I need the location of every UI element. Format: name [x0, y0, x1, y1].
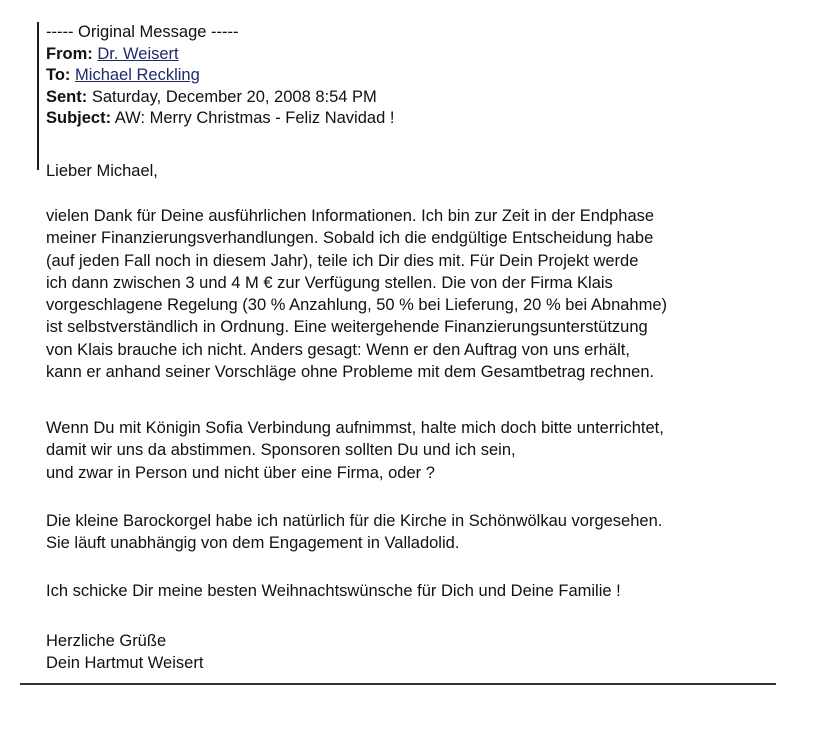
to-label: To:: [46, 66, 71, 84]
paragraph-3: [46, 510, 662, 555]
body-line: Die kleine Barockorgel habe ich natürlich für die Kirche in Schönwölkau vorgesehen.: [46, 512, 663, 530]
paragraph-4: [46, 580, 621, 602]
body-line: Wenn Du mit Königin Sofia Verbindung aufnimmst, halte mich doch bitte unterrichtet,: [46, 419, 664, 437]
greeting-block: [46, 160, 158, 182]
subject-line: [46, 108, 394, 130]
from-label: From:: [46, 44, 93, 63]
subject-label: Subject:: [46, 109, 112, 127]
to-line: [46, 65, 394, 87]
bottom-divider: [20, 683, 776, 685]
body-line: Ich schicke Dir meine besten Weihnachtswünsche für Dich und Deine Familie !: [46, 582, 621, 600]
body-line: Sie läuft unabhängig von dem Engagement in Valladolid.: [46, 534, 460, 553]
paragraph-2: [46, 417, 664, 484]
to-recipient-link[interactable]: Michael Reckling: [75, 66, 200, 84]
subject-value: AW: Merry Christmas - Feliz Navidad !: [114, 109, 395, 127]
body-line: ist selbstverständlich in Ordnung. Eine weitergehende Finanzierungsunterstützung: [46, 318, 648, 337]
sent-line: [46, 87, 394, 109]
body-line: vorgeschlagene Regelung (30 % Anzahlung, 50 % bei Lieferung, 20 % bei Abnahme): [46, 296, 668, 315]
paragraph-1: [46, 205, 667, 383]
greeting: Lieber Michael,: [46, 162, 158, 180]
sign-off: [46, 630, 203, 675]
body-line: vielen Dank für Deine ausführlichen Informationen. Ich bin zur Zeit in der Endphase: [46, 207, 655, 225]
signature: Dein Hartmut Weisert: [46, 654, 204, 673]
body-line: damit wir uns da abstimmen. Sponsoren sollten Du und ich sein,: [46, 441, 516, 460]
body-line: meiner Finanzierungsverhandlungen. Sobald ich die endgültige Entscheidung habe: [46, 229, 654, 248]
sent-label: Sent:: [46, 87, 88, 106]
from-sender-link[interactable]: Dr. Weisert: [97, 44, 179, 63]
body-line: von Klais brauche ich nicht. Anders gesagt: Wenn er den Auftrag von uns erhält,: [46, 340, 630, 359]
closing: Herzliche Grüße: [46, 632, 167, 650]
original-message-line: ----- Original Message -----: [46, 23, 239, 41]
body-line: ich dann zwischen 3 und 4 M € zur Verfügung stellen. Die von der Firma Klais: [46, 273, 613, 292]
quote-rule: [37, 22, 39, 170]
email-header: [46, 22, 394, 130]
body-line: kann er anhand seiner Vorschläge ohne Probleme mit dem Gesamtbetrag rechnen.: [46, 363, 655, 382]
body-line: und zwar in Person und nicht über eine Firma, oder ?: [46, 463, 435, 482]
body-line: (auf jeden Fall noch in diesem Jahr), teile ich Dir dies mit. Für Dein Projekt werde: [46, 251, 639, 270]
sent-value: Saturday, December 20, 2008 8:54 PM: [91, 87, 377, 106]
from-line: [46, 44, 394, 66]
